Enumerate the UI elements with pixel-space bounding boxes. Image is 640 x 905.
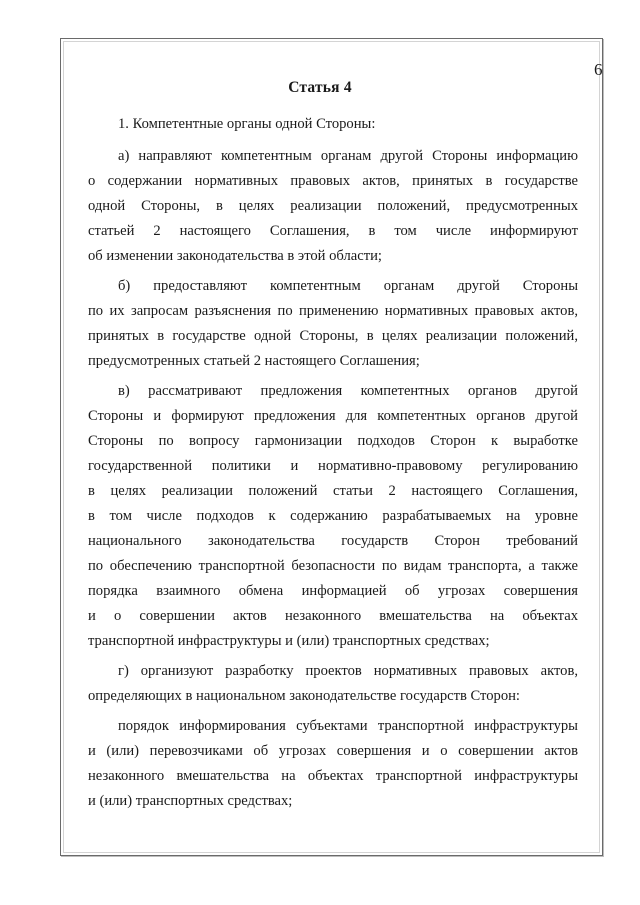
procedure-line-2: и (или) перевозчиками об угрозах совершения и о совершении актов [88, 743, 578, 759]
clause-c-line-6: в том числе подходов к содержанию разрабатываемых на уровне [88, 508, 578, 524]
article-title: Статья 4 [288, 79, 352, 96]
clause-c-line-3: Стороны по вопросу гармонизации подходов Сторон к выработке [88, 433, 578, 449]
procedure-line-1: порядок информирования субъектами транспортной инфраструктуры [118, 718, 578, 734]
page-number: 6 [594, 60, 603, 79]
procedure-line-3: незаконного вмешательства на объектах транспортной инфраструктуры [88, 768, 578, 784]
clause-d-line-1: г) организуют разработку проектов нормативных правовых актов, [118, 663, 578, 679]
clause-c-line-2: Стороны и формируют предложения для компетентных органов другой [88, 408, 578, 424]
paragraph-1-intro: 1. Компетентные органы одной Стороны: [118, 116, 376, 132]
clause-b-line-1: б) предоставляют компетентным органам другой Стороны [118, 278, 578, 294]
clause-a-line-3: одной Стороны, в целях реализации положений, предусмотренных [88, 198, 578, 214]
clause-d-line-2: определяющих в национальном законодательстве государств Сторон: [88, 688, 520, 704]
clause-c-line-10: и о совершении актов незаконного вмешательства на объектах [88, 608, 578, 624]
clause-a-line-2: о содержании нормативных правовых актов, принятых в государстве [88, 173, 578, 189]
procedure-line-4: и (или) транспортных средствах; [88, 793, 293, 809]
clause-c-line-1: в) рассматривают предложения компетентных органов другой [118, 383, 578, 399]
clause-c-line-7: национального законодательства государств Сторон требований [88, 533, 578, 549]
clause-c-line-11: транспортной инфраструктуры и (или) транспортных средствах; [88, 633, 490, 649]
clause-c-line-4: государственной политики и нормативно-правовому регулированию [88, 458, 578, 474]
clause-b-line-2: по их запросам разъяснения по применению нормативных правовых актов, [88, 303, 578, 319]
clause-c-line-8: по обеспечению транспортной безопасности по видам транспорта, а также [88, 558, 578, 574]
clause-a-line-4: статьей 2 настоящего Соглашения, в том числе информируют [88, 223, 578, 239]
clause-c-line-5: в целях реализации положений статьи 2 настоящего Соглашения, [88, 483, 578, 499]
clause-a-line-5: об изменении законодательства в этой области; [88, 248, 382, 264]
clause-a-line-1: а) направляют компетентным органам другой Стороны информацию [118, 148, 578, 164]
clause-b-line-3: принятых в государстве одной Стороны, в целях реализации положений, [88, 328, 578, 344]
clause-c-line-9: порядка взаимного обмена информацией об угрозах совершения [88, 583, 578, 599]
clause-b-line-4: предусмотренных статьей 2 настоящего Соглашения; [88, 353, 420, 369]
